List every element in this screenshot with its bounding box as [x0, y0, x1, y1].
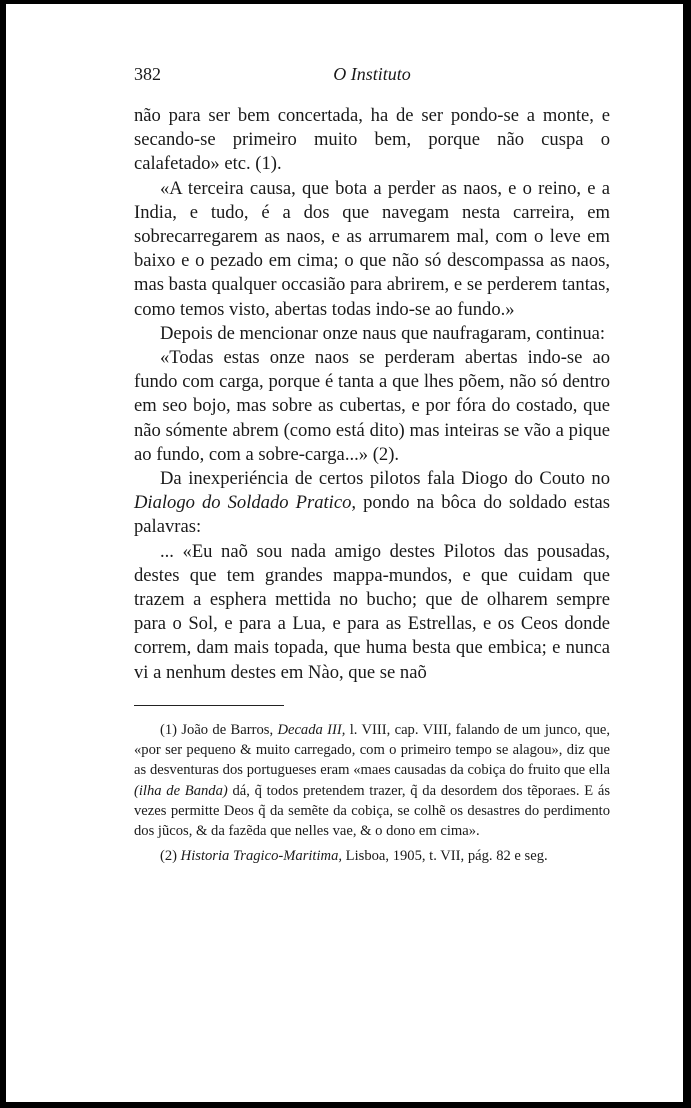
footnote-1-italic-note: (ilha de Banda) — [134, 782, 228, 799]
footnote-1-part-c: dá, q̃ todos pretendem trazer, q̃ da desordem dos tẽporaes. E ás vezes permitte Deos q̃ da semẽte da cobiça, se colhẽ os desastres do perdimento dos jũcos, & da fazẽda que nelles vae, & o dono em cima». — [134, 782, 610, 840]
running-title: O Instituto — [333, 64, 411, 84]
body-text — [134, 104, 610, 685]
page-number: 382 — [134, 64, 161, 84]
footnote-2-title: Historia Tragico-Maritima, — [180, 847, 343, 864]
paragraph-quote-third-cause: «A terceira causa, que bota a perder as naos, e o reino, e a India, e tudo, é a dos que navegam nesta carreira, em sobrecarregarem as naos, e as arrumarem mal, com o leve em baixo e o pezado em cima; o que não só descompassa as naos, mas basta qualquer occasião para abrirem, e se perderem tantas, como temos visto, abertas todas indo-se ao fundo.» — [134, 177, 610, 320]
footnote-1-title: Decada III, — [277, 721, 346, 738]
book-page — [134, 62, 610, 866]
footnote-1 — [134, 720, 610, 842]
footnote-1-part-a: (1) João de Barros, — [160, 721, 278, 738]
footnotes — [134, 720, 610, 866]
footnote-2 — [134, 846, 610, 866]
footnote-1-part-b: l. VIII, cap. VIII, falando de um junco, que, «por ser pequeno & muito carregado, com o primeiro tempo se alagou», diz que as desventuras dos portugueses eram «maes causadas da cobiça do fruito que ella — [134, 721, 610, 779]
book-title-italic: Dialogo do Soldado Pratico, — [134, 492, 357, 514]
paragraph-pilots-intro — [134, 467, 610, 540]
paragraph-narration: Depois de mencionar onze naus que naufragaram, continua: — [160, 322, 606, 344]
footnote-rule — [134, 705, 284, 706]
running-head — [134, 62, 610, 92]
paragraph-pilots-intro-start: Da inexperiéncia de certos pilotos fala Diogo do Couto no — [160, 468, 610, 490]
footnote-2-part-b: Lisboa, 1905, t. VII, pág. 82 e seg. — [342, 847, 548, 864]
paragraph-continuation: não para ser bem concertada, ha de ser pondo-se a monte, e secando-se primeiro muito bem, porque não cuspa o calafetado» etc. (1). — [134, 105, 610, 175]
paragraph-quote-pilots: ... «Eu naõ sou nada amigo destes Pilotos das pousadas, destes que tem grandes mappa-mundos, e que cuidam que trazem a esphera mettida no bucho; que de olharem sempre para o Sol, e para a Lua, e para as Estrellas, e os Ceos donde correm, dam mais topada, que huma besta que embica; e nunca vi a nenhum destes em Nào, que se naõ — [134, 540, 610, 683]
paragraph-pilots-intro-end: pondo na bôca do soldado estas palavras: — [134, 492, 610, 538]
footnote-2-part-a: (2) — [160, 847, 181, 864]
paragraph-quote-eleven-ships: «Todas estas onze naos se perderam abertas indo-se ao fundo com carga, porque é tanta a que lhes põem, não só dentro em seo bojo, mas sobre as cubertas, e por fóra do costado, que não sómente abrem (como está dito) mas inteiras se vão a pique ao fundo, com a sobre-carga...» (2). — [134, 347, 610, 465]
